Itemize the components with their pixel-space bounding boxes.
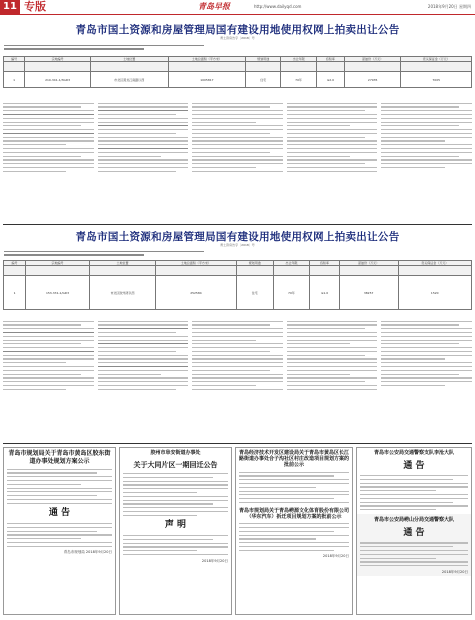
notice-d xyxy=(356,447,472,615)
notice-2-body xyxy=(3,318,472,440)
notice-1-table xyxy=(3,56,472,88)
table-cell: 70年 xyxy=(281,72,316,88)
notice-2-subtitle: 青土资房告字〔2018〕号 xyxy=(220,243,255,247)
table-cell: 27935 xyxy=(344,72,400,88)
table-header-cell: 土地位置 xyxy=(90,57,168,62)
notice-a-signature: 青岛市规划局 2018年9月20日 xyxy=(63,550,112,555)
notice-b-heading: 声 明 xyxy=(164,520,187,531)
table-header-cell: 容积率 xyxy=(316,57,344,62)
notice-a-heading: 通 告 xyxy=(48,508,71,519)
notice-1-body xyxy=(3,100,472,220)
notice-b-signature: 2018年9月20日 xyxy=(201,558,228,563)
table-header-cell: 土地总面积（平方米） xyxy=(156,261,237,266)
notice-c-title: 青岛经济技术开发区建设局关于青岛市黄岛区长江路街道办事处合子沟社区村庄改造项目规划方案的批前公示 xyxy=(238,450,349,468)
table-cell: 1005817 xyxy=(168,72,246,88)
notice-d-signature: 2018年9月20日 xyxy=(441,569,468,574)
notice-d-org-2: 青岛市公安局崂山分局交通警察大队 xyxy=(373,517,454,524)
section-divider xyxy=(3,443,472,444)
table-header-cell: 编号 xyxy=(4,261,26,266)
table-cell: 住宅 xyxy=(246,72,281,88)
table-header-cell: 出让年限 xyxy=(273,261,310,266)
table-cell: 市北区黑龙江南路以西 xyxy=(90,72,168,88)
table-header-cell: 竞买保证金（万元） xyxy=(401,57,472,62)
notice-a xyxy=(3,447,116,615)
table-cell: 210-341-1/3GD3 xyxy=(25,72,91,88)
notice-c-title-2: 青岛市规划局关于青岛崂源文化体育股份有限公司（华东汽车）拆迁项目规划方案的批前公示 xyxy=(238,507,349,520)
table-header-cell: 规划用途 xyxy=(246,57,281,62)
notice-d-heading-2: 通 告 xyxy=(403,527,425,538)
table-header-cell: 出让年限 xyxy=(281,57,316,62)
table-header-cell: 土地总面积（平方米） xyxy=(168,57,246,62)
table-cell: 市北区胶州湾以西 xyxy=(89,276,155,310)
newspaper-logo: 青岛早报 xyxy=(198,1,230,11)
table-cell: 1 xyxy=(4,276,26,310)
section-title: 专版 xyxy=(24,0,46,13)
issue-date: 2018年9月20日 星期四 xyxy=(427,4,471,9)
table-header-cell: 宗地编号 xyxy=(26,261,90,266)
table-header-cell: 规划用途 xyxy=(236,261,273,266)
notice-c xyxy=(235,447,353,615)
table-cell: 252584 xyxy=(156,276,237,310)
table-cell: ≤1.0 xyxy=(310,276,339,310)
notice-b-title: 关于大同片区一期回迁公告 xyxy=(133,460,218,469)
notice-d-heading: 通 告 xyxy=(403,460,425,471)
section-divider xyxy=(3,224,472,225)
table-cell: 1 xyxy=(4,72,25,88)
page-number: 11 xyxy=(0,0,20,14)
notice-1-subtitle: 青土资房告字〔2018〕号 xyxy=(220,36,255,40)
table-cell: ≤2.0 xyxy=(316,72,344,88)
table-cell: 住宅 xyxy=(236,276,273,310)
table-header-cell: 土地位置 xyxy=(89,261,155,266)
table-header-cell: 竞买保证金（万元） xyxy=(398,261,472,266)
table-cell: 70年 xyxy=(273,276,310,310)
table-header-cell: 起始价（万元） xyxy=(344,57,400,62)
notice-d-org: 青岛市公安局交通警察支队李沧大队 xyxy=(373,450,454,456)
notice-2-title: 青岛市国土资源和房屋管理局国有建设用地使用权网上拍卖出让公告 xyxy=(75,231,400,243)
table-cell: 38257 xyxy=(339,276,398,310)
notice-a-title: 青岛市规划局关于青岛市黄岛区胶东街道办事处规划方案公示 xyxy=(8,450,111,465)
notice-c-signature: 2018年9月20日 xyxy=(322,554,349,559)
notice-1-intro xyxy=(4,42,204,52)
notice-2-intro xyxy=(4,248,204,258)
table-cell: 1520 xyxy=(398,276,472,310)
site-url[interactable]: http://www.dailyqd.com xyxy=(254,4,302,9)
notice-b xyxy=(119,447,232,615)
notice-2-table xyxy=(3,260,472,310)
table-cell: 153-331-1/GD3 xyxy=(26,276,90,310)
table-header-cell: 编号 xyxy=(4,57,25,62)
table-header-cell: 宗地编号 xyxy=(25,57,91,62)
notice-1-title: 青岛市国土资源和房屋管理局国有建设用地使用权网上拍卖出让公告 xyxy=(75,24,400,36)
table-cell: 7005 xyxy=(401,72,472,88)
table-header-cell: 容积率 xyxy=(310,261,339,266)
table-header-cell: 起始价（万元） xyxy=(339,261,398,266)
notice-b-org: 胶州市阜安街道办事处 xyxy=(150,450,201,456)
page-header xyxy=(0,0,475,15)
